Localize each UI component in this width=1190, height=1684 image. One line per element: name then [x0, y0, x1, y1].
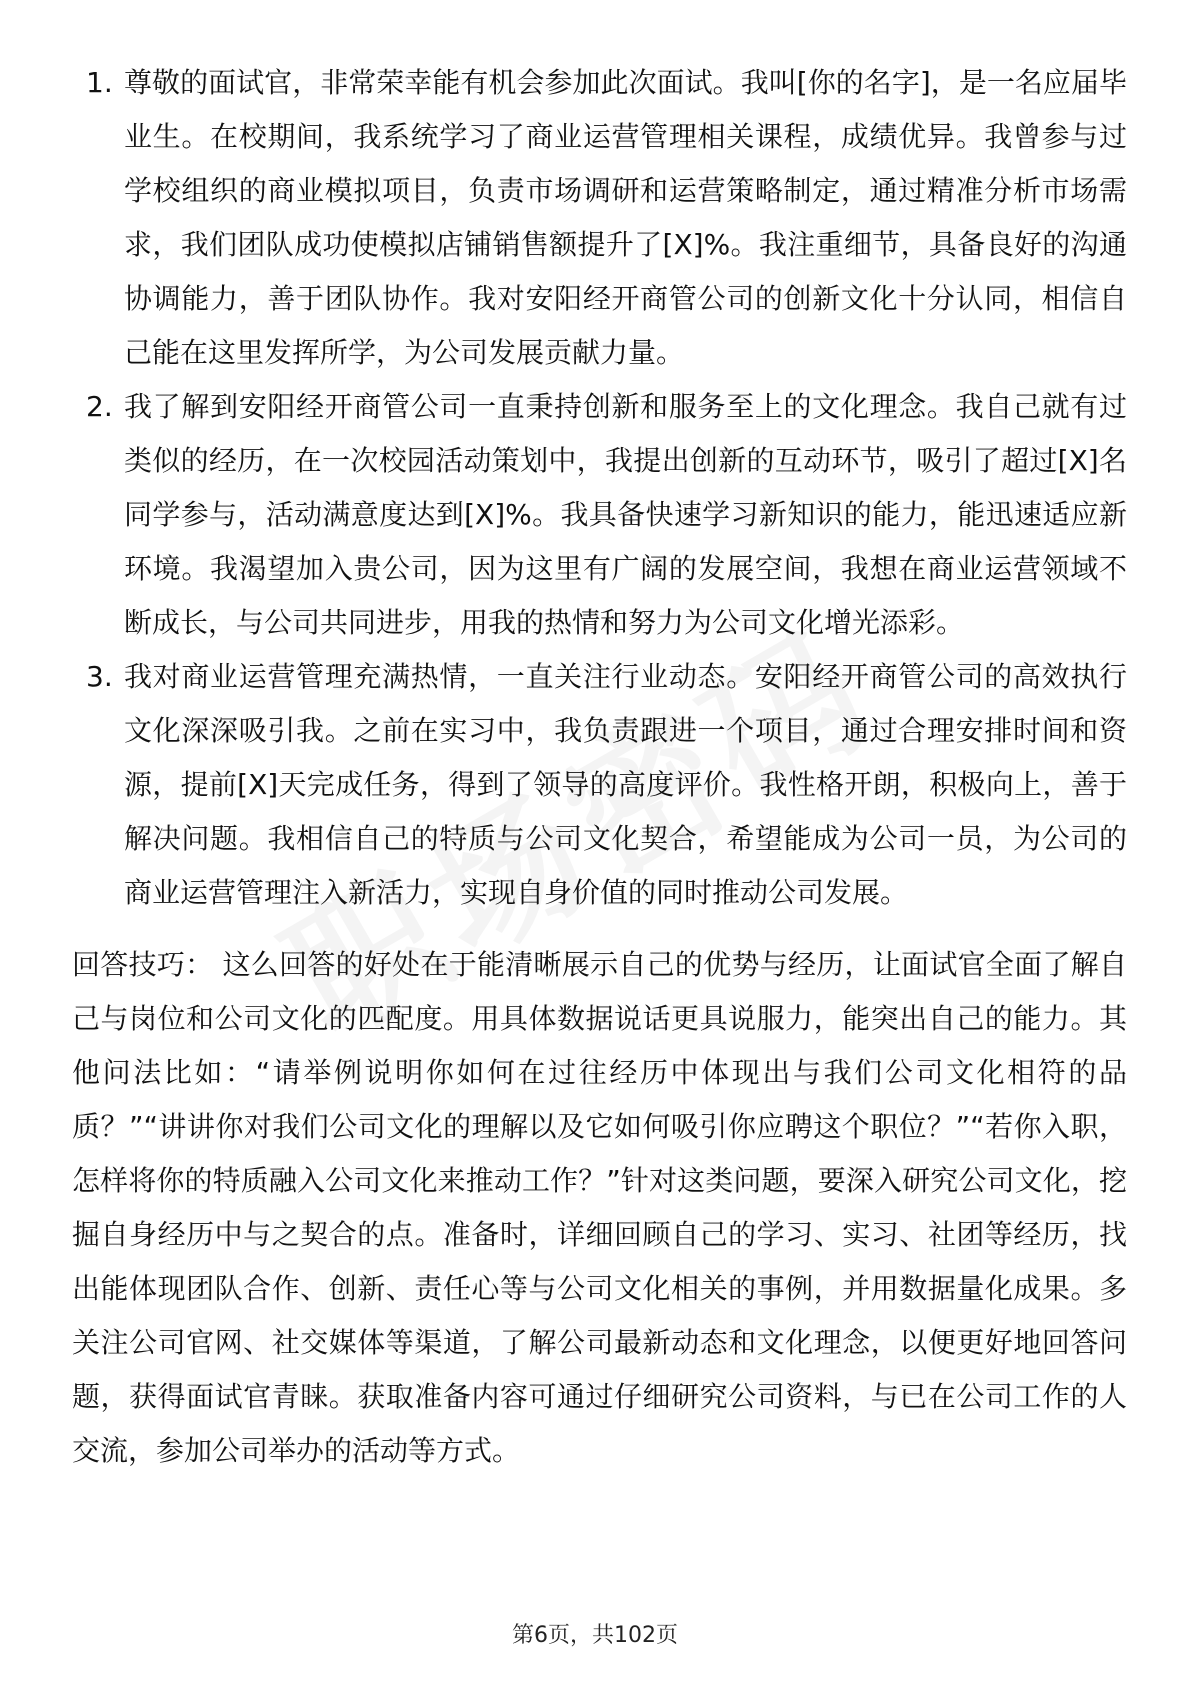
list-item-text: 我了解到安阳经开商管公司一直秉持创新和服务至上的文化理念。我自己就有过类似的经历，在一次校园活动策划中，我提出创新的互动环节，吸引了超过[X]名同学参与，活动满意度达到[X]%。我具备快速学习新知识的能力，能迅速适应新环境。我渴望加入贵公司，因为这里有广阔的发展空间，我想在商业运营领域不断成长，与公司共同进步，用我的热情和努力为公司文化增光添彩。: [124, 390, 1127, 639]
list-item-number: 3.: [86, 660, 113, 693]
list-item: [72, 56, 1127, 380]
list-item-number: 2.: [86, 390, 113, 423]
answer-tips-paragraph: 回答技巧： 这么回答的好处在于能清晰展示自己的优势与经历，让面试官全面了解自己与岗位和公司文化的匹配度。用具体数据说话更具说服力，能突出自己的能力。其他问法比如：“请举例说明你如何在过往经历中体现出与我们公司文化相符的品质？”“讲讲你对我们公司文化的理解以及它如何吸引你应聘这个职位？”“若你入职，怎样将你的特质融入公司文化来推动工作？”针对这类问题，要深入研究公司文化，挖掘自身经历中与之契合的点。准备时，详细回顾自己的学习、实习、社团等经历，找出能体现团队合作、创新、责任心等与公司文化相关的事例，并用数据量化成果。多关注公司官网、社交媒体等渠道，了解公司最新动态和文化理念，以便更好地回答问题，获得面试官青睐。获取准备内容可通过仔细研究公司资料，与已在公司工作的人交流，参加公司举办的活动等方式。: [72, 948, 1127, 1467]
list-item: [72, 380, 1127, 650]
list-item-text: 我对商业运营管理充满热情，一直关注行业动态。安阳经开商管公司的高效执行文化深深吸引我。之前在实习中，我负责跟进一个项目，通过合理安排时间和资源，提前[X]天完成任务，得到了领导的高度评价。我性格开朗，积极向上，善于解决问题。我相信自己的特质与公司文化契合，希望能成为公司一员，为公司的商业运营管理注入新活力，实现自身价值的同时推动公司发展。: [124, 660, 1127, 909]
page-number: 第6页，共102页: [512, 1623, 678, 1648]
list-item-number: 1.: [86, 66, 113, 99]
list-item-text: 尊敬的面试官，非常荣幸能有机会参加此次面试。我叫[你的名字]，是一名应届毕业生。在校期间，我系统学习了商业运营管理相关课程，成绩优异。我曾参与过学校组织的商业模拟项目，负责市场调研和运营策略制定，通过精准分析市场需求，我们团队成功使模拟店铺销售额提升了[X]%。我注重细节，具备良好的沟通协调能力，善于团队协作。我对安阳经开商管公司的创新文化十分认同，相信自己能在这里发挥所学，为公司发展贡献力量。: [124, 66, 1127, 369]
list-item: [72, 650, 1127, 920]
answer-list: [72, 56, 1127, 920]
document-body: [72, 56, 1127, 1506]
